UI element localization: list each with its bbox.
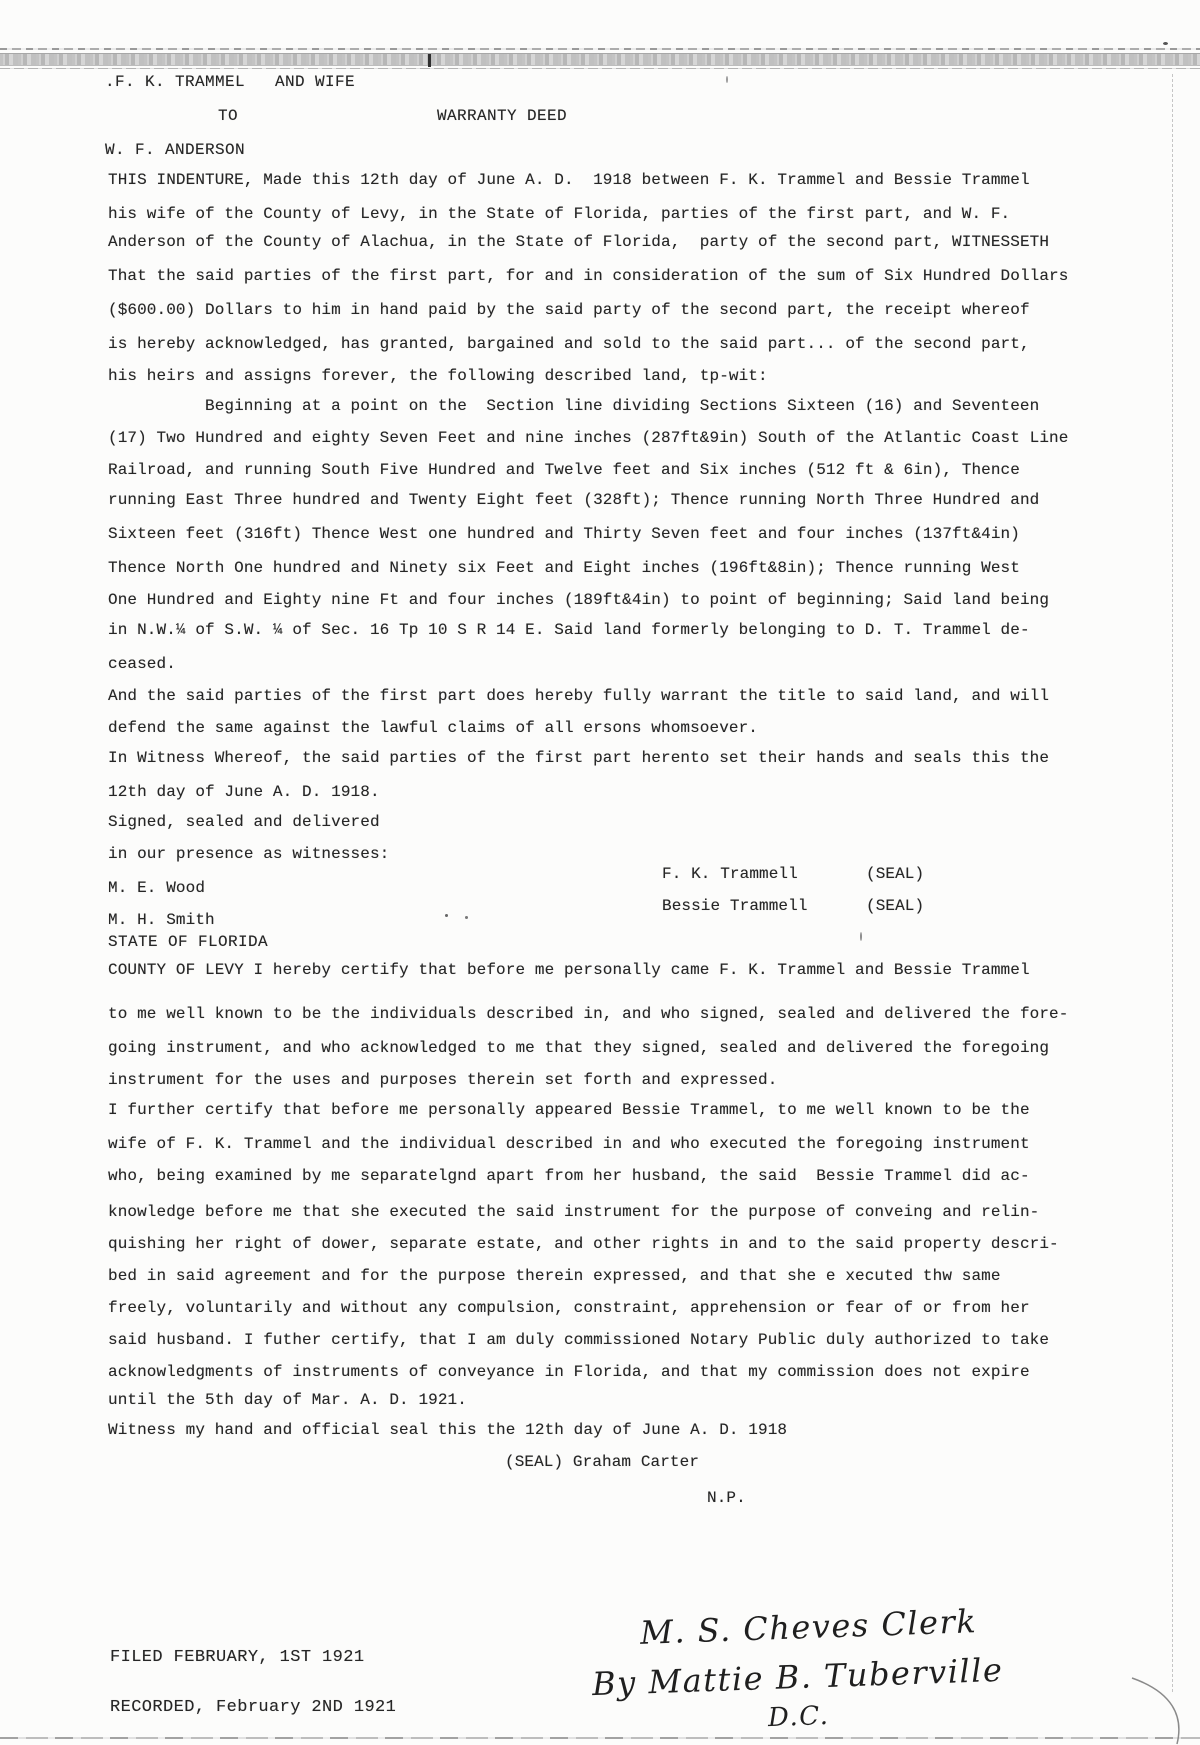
deed-line: Anderson of the County of Alachua, in the State of Florida, party of the second part, WITNESSETH	[108, 233, 1050, 251]
scan-band-dashed-line	[0, 48, 1200, 50]
notary-title: N.P.	[707, 1489, 746, 1507]
scan-right-edge-line	[1172, 74, 1173, 1692]
notary-line: instrument for the uses and purposes therein set forth and expressed.	[108, 1071, 778, 1089]
filed-stamp: FILED FEBRUARY, 1ST 1921	[110, 1648, 365, 1667]
deputy-clerk-title: D.C.	[767, 1700, 830, 1734]
signature-name: Bessie Trammell	[662, 897, 808, 915]
notary-line: STATE OF FLORIDA	[108, 933, 269, 951]
deed-line: That the said parties of the first part, for and in consideration of the sum of Six Hundred Dollars	[108, 267, 1069, 285]
notary-line: knowledge before me that she executed the said instrument for the purpose of conveing and relin-	[108, 1203, 1040, 1221]
deed-line: One Hundred and Eighty nine Ft and four inches (189ft&4in) to point of beginning; Said land being	[108, 591, 1050, 609]
seal-label: (SEAL)	[866, 897, 925, 915]
clerk-signature: M. S. Cheves Clerk	[639, 1602, 978, 1652]
witness-name: M. E. Wood	[108, 879, 206, 897]
to-label: TO	[218, 107, 239, 125]
recorded-stamp: RECORDED, February 2ND 1921	[110, 1698, 397, 1717]
scan-band-ink-tick	[428, 54, 431, 67]
scan-speck	[1163, 42, 1168, 45]
deed-line: And the said parties of the first part does hereby fully warrant the title to said land, and will	[108, 687, 1050, 705]
notary-line: wife of F. K. Trammel and the individual described in and who executed the foregoing instrument	[108, 1135, 1030, 1153]
notary-line: quishing her right of dower, separate estate, and other rights in and to the said property descri-	[108, 1235, 1059, 1253]
deed-line: Sixteen feet (316ft) Thence West one hundred and Thirty Seven feet and four inches (137ft&4in)	[108, 525, 1020, 543]
grantee-caption: W. F. ANDERSON	[105, 141, 246, 159]
notary-line: acknowledgments of instruments of conveyance in Florida, and that my commission does not expire	[108, 1363, 1030, 1381]
deed-line: In Witness Whereof, the said parties of the first part herento set their hands and seals this the	[108, 749, 1050, 767]
notary-line: I further certify that before me personally appeared Bessie Trammel, to me well known to be the	[108, 1101, 1030, 1119]
signature-name: F. K. Trammell	[662, 865, 798, 883]
deed-line: running East Three hundred and Twenty Eight feet (328ft); Thence running North Three Hundred and	[108, 491, 1040, 509]
scan-bottom-edge-line	[0, 1737, 1200, 1739]
notary-line: to me well known to be the individuals described in, and who signed, sealed and delivered the fore-	[108, 1005, 1069, 1023]
deed-line: (17) Two Hundred and eighty Seven Feet and nine inches (287ft&9in) South of the Atlantic Coast Line	[108, 429, 1069, 447]
witness-intro-line: in our presence as witnesses:	[108, 845, 390, 863]
deed-line: his wife of the County of Levy, in the State of Florida, parties of the first part, and W. F.	[108, 205, 1011, 223]
deed-line: THIS INDENTURE, Made this 12th day of June A. D. 1918 between F. K. Trammel and Bessie Trammel	[108, 171, 1030, 189]
deputy-clerk-signature: By Mattie B. Tuberville	[591, 1650, 1004, 1704]
deed-line: Railroad, and running South Five Hundred and Twelve feet and Six inches (512 ft & 6in), Thence	[108, 461, 1020, 479]
deed-line: ($600.00) Dollars to him in hand paid by the said party of the second part, the receipt whereof	[108, 301, 1030, 319]
scan-edge-band	[0, 46, 1200, 72]
deed-line: ceased.	[108, 655, 176, 673]
notary-line: bed in said agreement and for the purpose therein expressed, and that she e xecuted thw same	[108, 1267, 1001, 1285]
scan-speck	[445, 914, 448, 917]
deed-line: Thence North One hundred and Ninety six Feet and Eight inches (196ft&8in); Thence running West	[108, 559, 1020, 577]
scan-band-thin-line	[0, 68, 1200, 69]
notary-line: Witness my hand and official seal this the 12th day of June A. D. 1918	[108, 1421, 788, 1439]
scan-speck	[860, 932, 862, 941]
notary-line: said husband. I futher certify, that I am duly commissioned Notary Public duly authorized to take	[108, 1331, 1050, 1349]
notary-seal-signature: (SEAL) Graham Carter	[505, 1453, 700, 1471]
witness-name: M. H. Smith	[108, 911, 215, 929]
deed-line: 12th day of June A. D. 1918.	[108, 783, 380, 801]
deed-line: Beginning at a point on the Section line dividing Sections Sixteen (16) and Seventeen	[205, 397, 1040, 415]
deed-line: in N.W.¼ of S.W. ¼ of Sec. 16 Tp 10 S R 14 E. Said land formerly belonging to D. T. Trammel de-	[108, 621, 1030, 639]
notary-line: freely, voluntarily and without any compulsion, constraint, apprehension or fear of or from her	[108, 1299, 1030, 1317]
deed-line: is hereby acknowledged, has granted, bargained and sold to the said part... of the second part,	[108, 335, 1030, 353]
grantor-caption: .F. K. TRAMMEL AND WIFE	[105, 73, 356, 91]
scan-page-curl-curve	[1118, 1676, 1200, 1745]
document-title: WARRANTY DEED	[437, 107, 568, 125]
notary-line: who, being examined by me separatelgnd apart from her husband, the said Bessie Trammel did ac-	[108, 1167, 1030, 1185]
notary-line: going instrument, and who acknowledged to me that they signed, sealed and delivered the foregoing	[108, 1039, 1050, 1057]
notary-line: until the 5th day of Mar. A. D. 1921.	[108, 1391, 467, 1409]
witness-intro-line: Signed, sealed and delivered	[108, 813, 380, 831]
scan-speck	[465, 916, 468, 919]
scan-band-gray-strip	[0, 53, 1200, 66]
deed-line: defend the same against the lawful claims of all ersons whomsoever.	[108, 719, 759, 737]
seal-label: (SEAL)	[866, 865, 925, 883]
deed-line: his heirs and assigns forever, the following described land, tp-wit:	[108, 367, 768, 385]
scan-speck	[726, 76, 728, 83]
notary-line: COUNTY OF LEVY I hereby certify that before me personally came F. K. Trammel and Bessie Trammel	[108, 961, 1030, 979]
